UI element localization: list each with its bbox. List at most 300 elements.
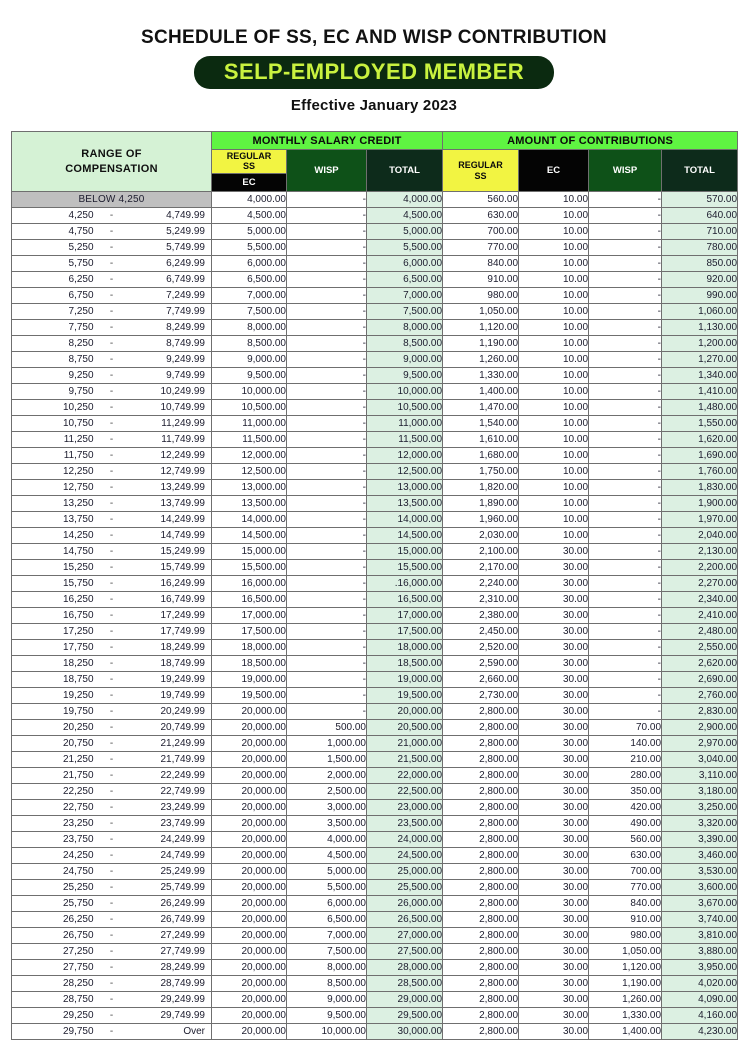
cell-range-low: 28,250 (62, 978, 94, 990)
cell-contrib-wisp: - (589, 512, 662, 528)
cell-contrib-regular-ss: 2,800.00 (443, 976, 519, 992)
cell-msc-total: 18,000.00 (367, 640, 443, 656)
range-dash-separator: - (109, 690, 114, 702)
cell-contrib-ec: 30.00 (519, 784, 589, 800)
cell-contrib-ec: 30.00 (519, 1024, 589, 1040)
table-row (12, 1024, 738, 1040)
cell-msc-wisp: - (287, 448, 367, 464)
cell-msc-wisp: 2,500.00 (287, 784, 367, 800)
cell-msc-regular-ss: 5,000.00 (212, 224, 287, 240)
cell-range-low: 25,250 (62, 882, 94, 894)
cell-msc-wisp: - (287, 432, 367, 448)
cell-contrib-regular-ss: 2,800.00 (443, 736, 519, 752)
cell-range-of-compensation (12, 736, 212, 752)
cell-range-low: 7,250 (68, 306, 94, 318)
cell-contrib-total: 4,160.00 (662, 1008, 738, 1024)
header-msc-regular-ss-line1: REGULAR (226, 150, 272, 161)
cell-msc-wisp: - (287, 224, 367, 240)
table-row (12, 880, 738, 896)
table-row (12, 240, 738, 256)
cell-range-high: 6,749.99 (166, 274, 205, 286)
cell-range-high: 5,749.99 (166, 242, 205, 254)
cell-range-low: 26,250 (62, 914, 94, 926)
cell-msc-wisp: - (287, 544, 367, 560)
table-row (12, 400, 738, 416)
cell-range-high: 21,749.99 (160, 754, 205, 766)
cell-contrib-ec: 10.00 (519, 416, 589, 432)
cell-contrib-total: 2,270.00 (662, 576, 738, 592)
cell-range-of-compensation (12, 208, 212, 224)
cell-range-high: 26,249.99 (160, 898, 205, 910)
cell-contrib-wisp: 350.00 (589, 784, 662, 800)
header-contrib-wisp: WISP (589, 150, 662, 192)
cell-range-high: 28,749.99 (160, 978, 205, 990)
cell-msc-wisp: 7,000.00 (287, 928, 367, 944)
cell-contrib-ec: 10.00 (519, 336, 589, 352)
cell-range-of-compensation (12, 720, 212, 736)
cell-msc-wisp: 2,000.00 (287, 768, 367, 784)
cell-msc-wisp: 1,000.00 (287, 736, 367, 752)
cell-contrib-regular-ss: 980.00 (443, 288, 519, 304)
cell-msc-regular-ss: 20,000.00 (212, 720, 287, 736)
table-row (12, 496, 738, 512)
cell-msc-wisp: 8,500.00 (287, 976, 367, 992)
cell-range-of-compensation (12, 928, 212, 944)
cell-msc-regular-ss: 20,000.00 (212, 832, 287, 848)
cell-msc-regular-ss: 16,500.00 (212, 592, 287, 608)
cell-msc-regular-ss: 13,500.00 (212, 496, 287, 512)
cell-msc-regular-ss: 6,500.00 (212, 272, 287, 288)
cell-range-of-compensation (12, 528, 212, 544)
cell-msc-wisp: 7,500.00 (287, 944, 367, 960)
cell-contrib-wisp: - (589, 560, 662, 576)
cell-contrib-total: 1,480.00 (662, 400, 738, 416)
range-dash-separator: - (109, 530, 114, 542)
cell-range-low: 27,750 (62, 962, 94, 974)
table-row (12, 912, 738, 928)
cell-range-high: 19,749.99 (160, 690, 205, 702)
cell-contrib-total: 1,200.00 (662, 336, 738, 352)
cell-range-of-compensation: BELOW 4,250 (12, 192, 212, 208)
cell-msc-regular-ss: 20,000.00 (212, 800, 287, 816)
cell-contrib-wisp: 210.00 (589, 752, 662, 768)
header-msc-wisp: WISP (287, 150, 367, 192)
cell-contrib-regular-ss: 2,800.00 (443, 752, 519, 768)
cell-msc-total: 21,000.00 (367, 736, 443, 752)
cell-range-low: 9,750 (68, 386, 94, 398)
cell-range-high: 23,249.99 (160, 802, 205, 814)
cell-contrib-wisp: - (589, 224, 662, 240)
range-dash-separator: - (109, 1010, 114, 1022)
cell-msc-wisp: - (287, 368, 367, 384)
range-dash-separator: - (109, 354, 114, 366)
cell-contrib-ec: 30.00 (519, 768, 589, 784)
cell-range-high: 5,249.99 (166, 226, 205, 238)
cell-contrib-ec: 10.00 (519, 208, 589, 224)
cell-contrib-total: 1,900.00 (662, 496, 738, 512)
cell-msc-regular-ss: 17,000.00 (212, 608, 287, 624)
cell-contrib-regular-ss: 2,800.00 (443, 720, 519, 736)
cell-range-of-compensation (12, 640, 212, 656)
cell-contrib-wisp: 1,050.00 (589, 944, 662, 960)
cell-contrib-total: 3,250.00 (662, 800, 738, 816)
cell-msc-wisp: - (287, 656, 367, 672)
cell-contrib-ec: 30.00 (519, 800, 589, 816)
table-row (12, 672, 738, 688)
cell-range-high: 14,249.99 (160, 514, 205, 526)
cell-range-of-compensation (12, 432, 212, 448)
range-dash-separator: - (109, 386, 114, 398)
cell-contrib-regular-ss: 2,800.00 (443, 816, 519, 832)
cell-msc-regular-ss: 12,500.00 (212, 464, 287, 480)
cell-contrib-regular-ss: 2,800.00 (443, 800, 519, 816)
cell-msc-wisp: - (287, 480, 367, 496)
cell-contrib-regular-ss: 2,800.00 (443, 960, 519, 976)
table-row (12, 752, 738, 768)
cell-contrib-total: 3,810.00 (662, 928, 738, 944)
table-row (12, 480, 738, 496)
cell-range-high: 15,249.99 (160, 546, 205, 558)
cell-range-low: 26,750 (62, 930, 94, 942)
cell-contrib-total: 1,550.00 (662, 416, 738, 432)
cell-range-of-compensation (12, 496, 212, 512)
range-dash-separator: - (109, 674, 114, 686)
cell-contrib-total: 1,620.00 (662, 432, 738, 448)
cell-range-low: 21,750 (62, 770, 94, 782)
cell-contrib-ec: 10.00 (519, 448, 589, 464)
table-row (12, 432, 738, 448)
cell-msc-wisp: - (287, 192, 367, 208)
cell-contrib-total: 3,460.00 (662, 848, 738, 864)
header-range-of-compensation (12, 132, 212, 192)
table-row (12, 688, 738, 704)
cell-contrib-wisp: - (589, 192, 662, 208)
cell-range-low: 28,750 (62, 994, 94, 1006)
cell-contrib-wisp: - (589, 688, 662, 704)
table-row (12, 976, 738, 992)
cell-range-of-compensation (12, 672, 212, 688)
cell-contrib-wisp: - (589, 288, 662, 304)
cell-range-of-compensation (12, 304, 212, 320)
cell-contrib-total: 3,110.00 (662, 768, 738, 784)
table-row (12, 704, 738, 720)
cell-range-of-compensation (12, 912, 212, 928)
range-dash-separator: - (109, 210, 114, 222)
cell-range-of-compensation (12, 768, 212, 784)
cell-contrib-wisp: - (589, 576, 662, 592)
cell-msc-wisp: 9,500.00 (287, 1008, 367, 1024)
cell-range-of-compensation (12, 848, 212, 864)
cell-contrib-regular-ss: 1,050.00 (443, 304, 519, 320)
cell-msc-wisp: - (287, 272, 367, 288)
cell-range-low: 14,250 (62, 530, 94, 542)
table-row (12, 800, 738, 816)
page-title: SCHEDULE OF SS, EC AND WISP CONTRIBUTION (141, 27, 607, 48)
header-range-line2: COMPENSATION (65, 162, 158, 175)
cell-msc-total: 7,000.00 (367, 288, 443, 304)
cell-contrib-ec: 10.00 (519, 528, 589, 544)
cell-contrib-regular-ss: 630.00 (443, 208, 519, 224)
cell-contrib-total: 3,950.00 (662, 960, 738, 976)
range-dash-separator: - (109, 642, 114, 654)
table-row (12, 608, 738, 624)
cell-contrib-wisp: 420.00 (589, 800, 662, 816)
cell-range-low: 29,250 (62, 1010, 94, 1022)
cell-range-high: 26,749.99 (160, 914, 205, 926)
cell-contrib-wisp: 1,120.00 (589, 960, 662, 976)
cell-msc-wisp: 9,000.00 (287, 992, 367, 1008)
cell-contrib-ec: 30.00 (519, 992, 589, 1008)
cell-range-low: 13,250 (62, 498, 94, 510)
cell-contrib-total: 2,690.00 (662, 672, 738, 688)
table-row (12, 960, 738, 976)
table-row (12, 784, 738, 800)
cell-contrib-wisp: - (589, 352, 662, 368)
cell-range-of-compensation (12, 960, 212, 976)
range-dash-separator: - (109, 610, 114, 622)
cell-msc-total: 15,000.00 (367, 544, 443, 560)
cell-msc-wisp: 3,000.00 (287, 800, 367, 816)
cell-range-of-compensation (12, 800, 212, 816)
cell-contrib-wisp: - (589, 464, 662, 480)
cell-range-high: 11,749.99 (161, 434, 205, 446)
cell-contrib-wisp: 630.00 (589, 848, 662, 864)
range-dash-separator: - (109, 818, 114, 830)
cell-range-of-compensation (12, 880, 212, 896)
table-row (12, 768, 738, 784)
header-contrib-regular-ss (443, 150, 519, 192)
range-dash-separator: - (109, 226, 114, 238)
cell-range-high: 10,749.99 (160, 402, 205, 414)
cell-msc-regular-ss: 20,000.00 (212, 944, 287, 960)
cell-msc-wisp: 4,000.00 (287, 832, 367, 848)
cell-msc-regular-ss: 11,000.00 (212, 416, 287, 432)
table-row (12, 288, 738, 304)
cell-contrib-ec: 30.00 (519, 608, 589, 624)
cell-range-of-compensation (12, 704, 212, 720)
range-dash-separator: - (109, 658, 114, 670)
range-dash-separator: - (109, 290, 114, 302)
cell-range-low: 5,750 (68, 258, 94, 270)
cell-msc-total: 19,000.00 (367, 672, 443, 688)
cell-contrib-wisp: 490.00 (589, 816, 662, 832)
cell-range-of-compensation (12, 560, 212, 576)
cell-range-high: 25,749.99 (160, 882, 205, 894)
cell-contrib-wisp: 840.00 (589, 896, 662, 912)
cell-contrib-regular-ss: 2,800.00 (443, 912, 519, 928)
cell-contrib-regular-ss: 2,800.00 (443, 864, 519, 880)
cell-msc-regular-ss: 19,500.00 (212, 688, 287, 704)
cell-contrib-wisp: 1,190.00 (589, 976, 662, 992)
cell-range-of-compensation (12, 336, 212, 352)
cell-contrib-total: 2,620.00 (662, 656, 738, 672)
cell-contrib-wisp: - (589, 336, 662, 352)
table-row (12, 336, 738, 352)
range-dash-separator: - (109, 754, 114, 766)
cell-range-high: 23,749.99 (160, 818, 205, 830)
cell-contrib-wisp: - (589, 640, 662, 656)
cell-msc-total: 4,000.00 (367, 192, 443, 208)
cell-contrib-regular-ss: 1,960.00 (443, 512, 519, 528)
cell-contrib-wisp: - (589, 416, 662, 432)
cell-range-high: 12,749.99 (160, 466, 205, 478)
cell-contrib-total: 1,410.00 (662, 384, 738, 400)
cell-contrib-ec: 30.00 (519, 672, 589, 688)
cell-contrib-regular-ss: 1,120.00 (443, 320, 519, 336)
cell-msc-total: 9,500.00 (367, 368, 443, 384)
cell-range-low: 24,250 (62, 850, 94, 862)
table-row (12, 576, 738, 592)
table-row (12, 896, 738, 912)
cell-contrib-regular-ss: 1,610.00 (443, 432, 519, 448)
cell-msc-wisp: - (287, 576, 367, 592)
cell-contrib-total: 1,270.00 (662, 352, 738, 368)
cell-range-of-compensation (12, 368, 212, 384)
cell-msc-total: 24,500.00 (367, 848, 443, 864)
range-dash-separator: - (109, 850, 114, 862)
cell-range-of-compensation (12, 320, 212, 336)
cell-contrib-regular-ss: 2,800.00 (443, 944, 519, 960)
cell-msc-total: 17,000.00 (367, 608, 443, 624)
cell-range-low: 16,750 (62, 610, 94, 622)
cell-msc-total: 27,500.00 (367, 944, 443, 960)
cell-range-low: 4,750 (68, 226, 94, 238)
cell-contrib-wisp: - (589, 624, 662, 640)
range-dash-separator: - (109, 738, 114, 750)
range-dash-separator: - (109, 578, 114, 590)
table-row (12, 208, 738, 224)
cell-contrib-total: 2,410.00 (662, 608, 738, 624)
cell-range-high: 16,749.99 (160, 594, 205, 606)
cell-msc-total: 9,000.00 (367, 352, 443, 368)
cell-msc-regular-ss: 7,000.00 (212, 288, 287, 304)
table-row (12, 560, 738, 576)
cell-msc-total: 12,500.00 (367, 464, 443, 480)
cell-msc-total: 10,000.00 (367, 384, 443, 400)
cell-contrib-ec: 10.00 (519, 320, 589, 336)
cell-contrib-ec: 30.00 (519, 880, 589, 896)
cell-range-low: 15,750 (62, 578, 94, 590)
cell-contrib-regular-ss: 840.00 (443, 256, 519, 272)
cell-contrib-regular-ss: 2,730.00 (443, 688, 519, 704)
cell-contrib-ec: 10.00 (519, 400, 589, 416)
table-row (12, 944, 738, 960)
cell-contrib-total: 1,130.00 (662, 320, 738, 336)
cell-contrib-regular-ss: 2,380.00 (443, 608, 519, 624)
cell-msc-total: 20,500.00 (367, 720, 443, 736)
cell-range-high: 28,249.99 (160, 962, 205, 974)
cell-contrib-wisp: - (589, 592, 662, 608)
header-contrib-regular-ss-line1: REGULAR (458, 160, 503, 171)
cell-msc-wisp: - (287, 592, 367, 608)
range-dash-separator: - (109, 306, 114, 318)
cell-range-low: 24,750 (62, 866, 94, 878)
cell-contrib-total: 3,320.00 (662, 816, 738, 832)
cell-range-low: 8,750 (68, 354, 94, 366)
cell-msc-total: 18,500.00 (367, 656, 443, 672)
cell-range-of-compensation (12, 288, 212, 304)
cell-range-high: 16,249.99 (160, 578, 205, 590)
table-row (12, 368, 738, 384)
cell-range-of-compensation (12, 608, 212, 624)
table-row (12, 992, 738, 1008)
cell-msc-total: 27,000.00 (367, 928, 443, 944)
cell-range-of-compensation (12, 480, 212, 496)
cell-range-of-compensation (12, 256, 212, 272)
cell-contrib-total: 640.00 (662, 208, 738, 224)
cell-range-high: 24,749.99 (160, 850, 205, 862)
cell-range-low: 18,750 (62, 674, 94, 686)
cell-contrib-total: 1,060.00 (662, 304, 738, 320)
cell-range-low: 9,250 (68, 370, 94, 382)
cell-contrib-ec: 30.00 (519, 976, 589, 992)
cell-msc-regular-ss: 16,000.00 (212, 576, 287, 592)
cell-contrib-total: 920.00 (662, 272, 738, 288)
cell-msc-total: 17,500.00 (367, 624, 443, 640)
cell-contrib-ec: 30.00 (519, 960, 589, 976)
cell-contrib-wisp: - (589, 480, 662, 496)
range-dash-separator: - (109, 706, 114, 718)
table-row (12, 832, 738, 848)
cell-contrib-regular-ss: 2,450.00 (443, 624, 519, 640)
cell-msc-total: 30,000.00 (367, 1024, 443, 1040)
cell-range-low: 12,250 (62, 466, 94, 478)
cell-contrib-ec: 10.00 (519, 192, 589, 208)
cell-range-high: 22,249.99 (160, 770, 205, 782)
table-row (12, 528, 738, 544)
cell-msc-total: 26,000.00 (367, 896, 443, 912)
cell-contrib-total: 2,970.00 (662, 736, 738, 752)
cell-contrib-wisp: 770.00 (589, 880, 662, 896)
cell-range-high: Over (183, 1026, 205, 1038)
cell-range-of-compensation (12, 240, 212, 256)
cell-contrib-ec: 10.00 (519, 304, 589, 320)
cell-contrib-wisp: - (589, 608, 662, 624)
table-row (12, 416, 738, 432)
cell-range-high: 20,749.99 (160, 722, 205, 734)
cell-msc-regular-ss: 5,500.00 (212, 240, 287, 256)
table-row (12, 256, 738, 272)
cell-range-high: 18,749.99 (160, 658, 205, 670)
table-row (12, 624, 738, 640)
cell-msc-regular-ss: 17,500.00 (212, 624, 287, 640)
table-row (12, 656, 738, 672)
cell-range-low: 21,250 (62, 754, 94, 766)
cell-contrib-total: 3,880.00 (662, 944, 738, 960)
range-dash-separator: - (109, 722, 114, 734)
cell-msc-total: 13,000.00 (367, 480, 443, 496)
cell-range-of-compensation (12, 896, 212, 912)
cell-msc-regular-ss: 14,500.00 (212, 528, 287, 544)
cell-msc-wisp: - (287, 400, 367, 416)
cell-range-high: 11,249.99 (161, 418, 205, 430)
cell-msc-total: 23,000.00 (367, 800, 443, 816)
cell-msc-total: 19,500.00 (367, 688, 443, 704)
cell-msc-total: 28,500.00 (367, 976, 443, 992)
cell-contrib-regular-ss: 2,520.00 (443, 640, 519, 656)
cell-range-high: 17,749.99 (160, 626, 205, 638)
range-dash-separator: - (109, 482, 114, 494)
table-row (12, 304, 738, 320)
cell-range-low: 17,750 (62, 642, 94, 654)
table-row (12, 640, 738, 656)
cell-contrib-regular-ss: 1,190.00 (443, 336, 519, 352)
cell-contrib-regular-ss: 1,400.00 (443, 384, 519, 400)
cell-range-of-compensation (12, 1024, 212, 1040)
cell-contrib-ec: 30.00 (519, 720, 589, 736)
cell-contrib-total: 2,480.00 (662, 624, 738, 640)
cell-msc-regular-ss: 15,500.00 (212, 560, 287, 576)
